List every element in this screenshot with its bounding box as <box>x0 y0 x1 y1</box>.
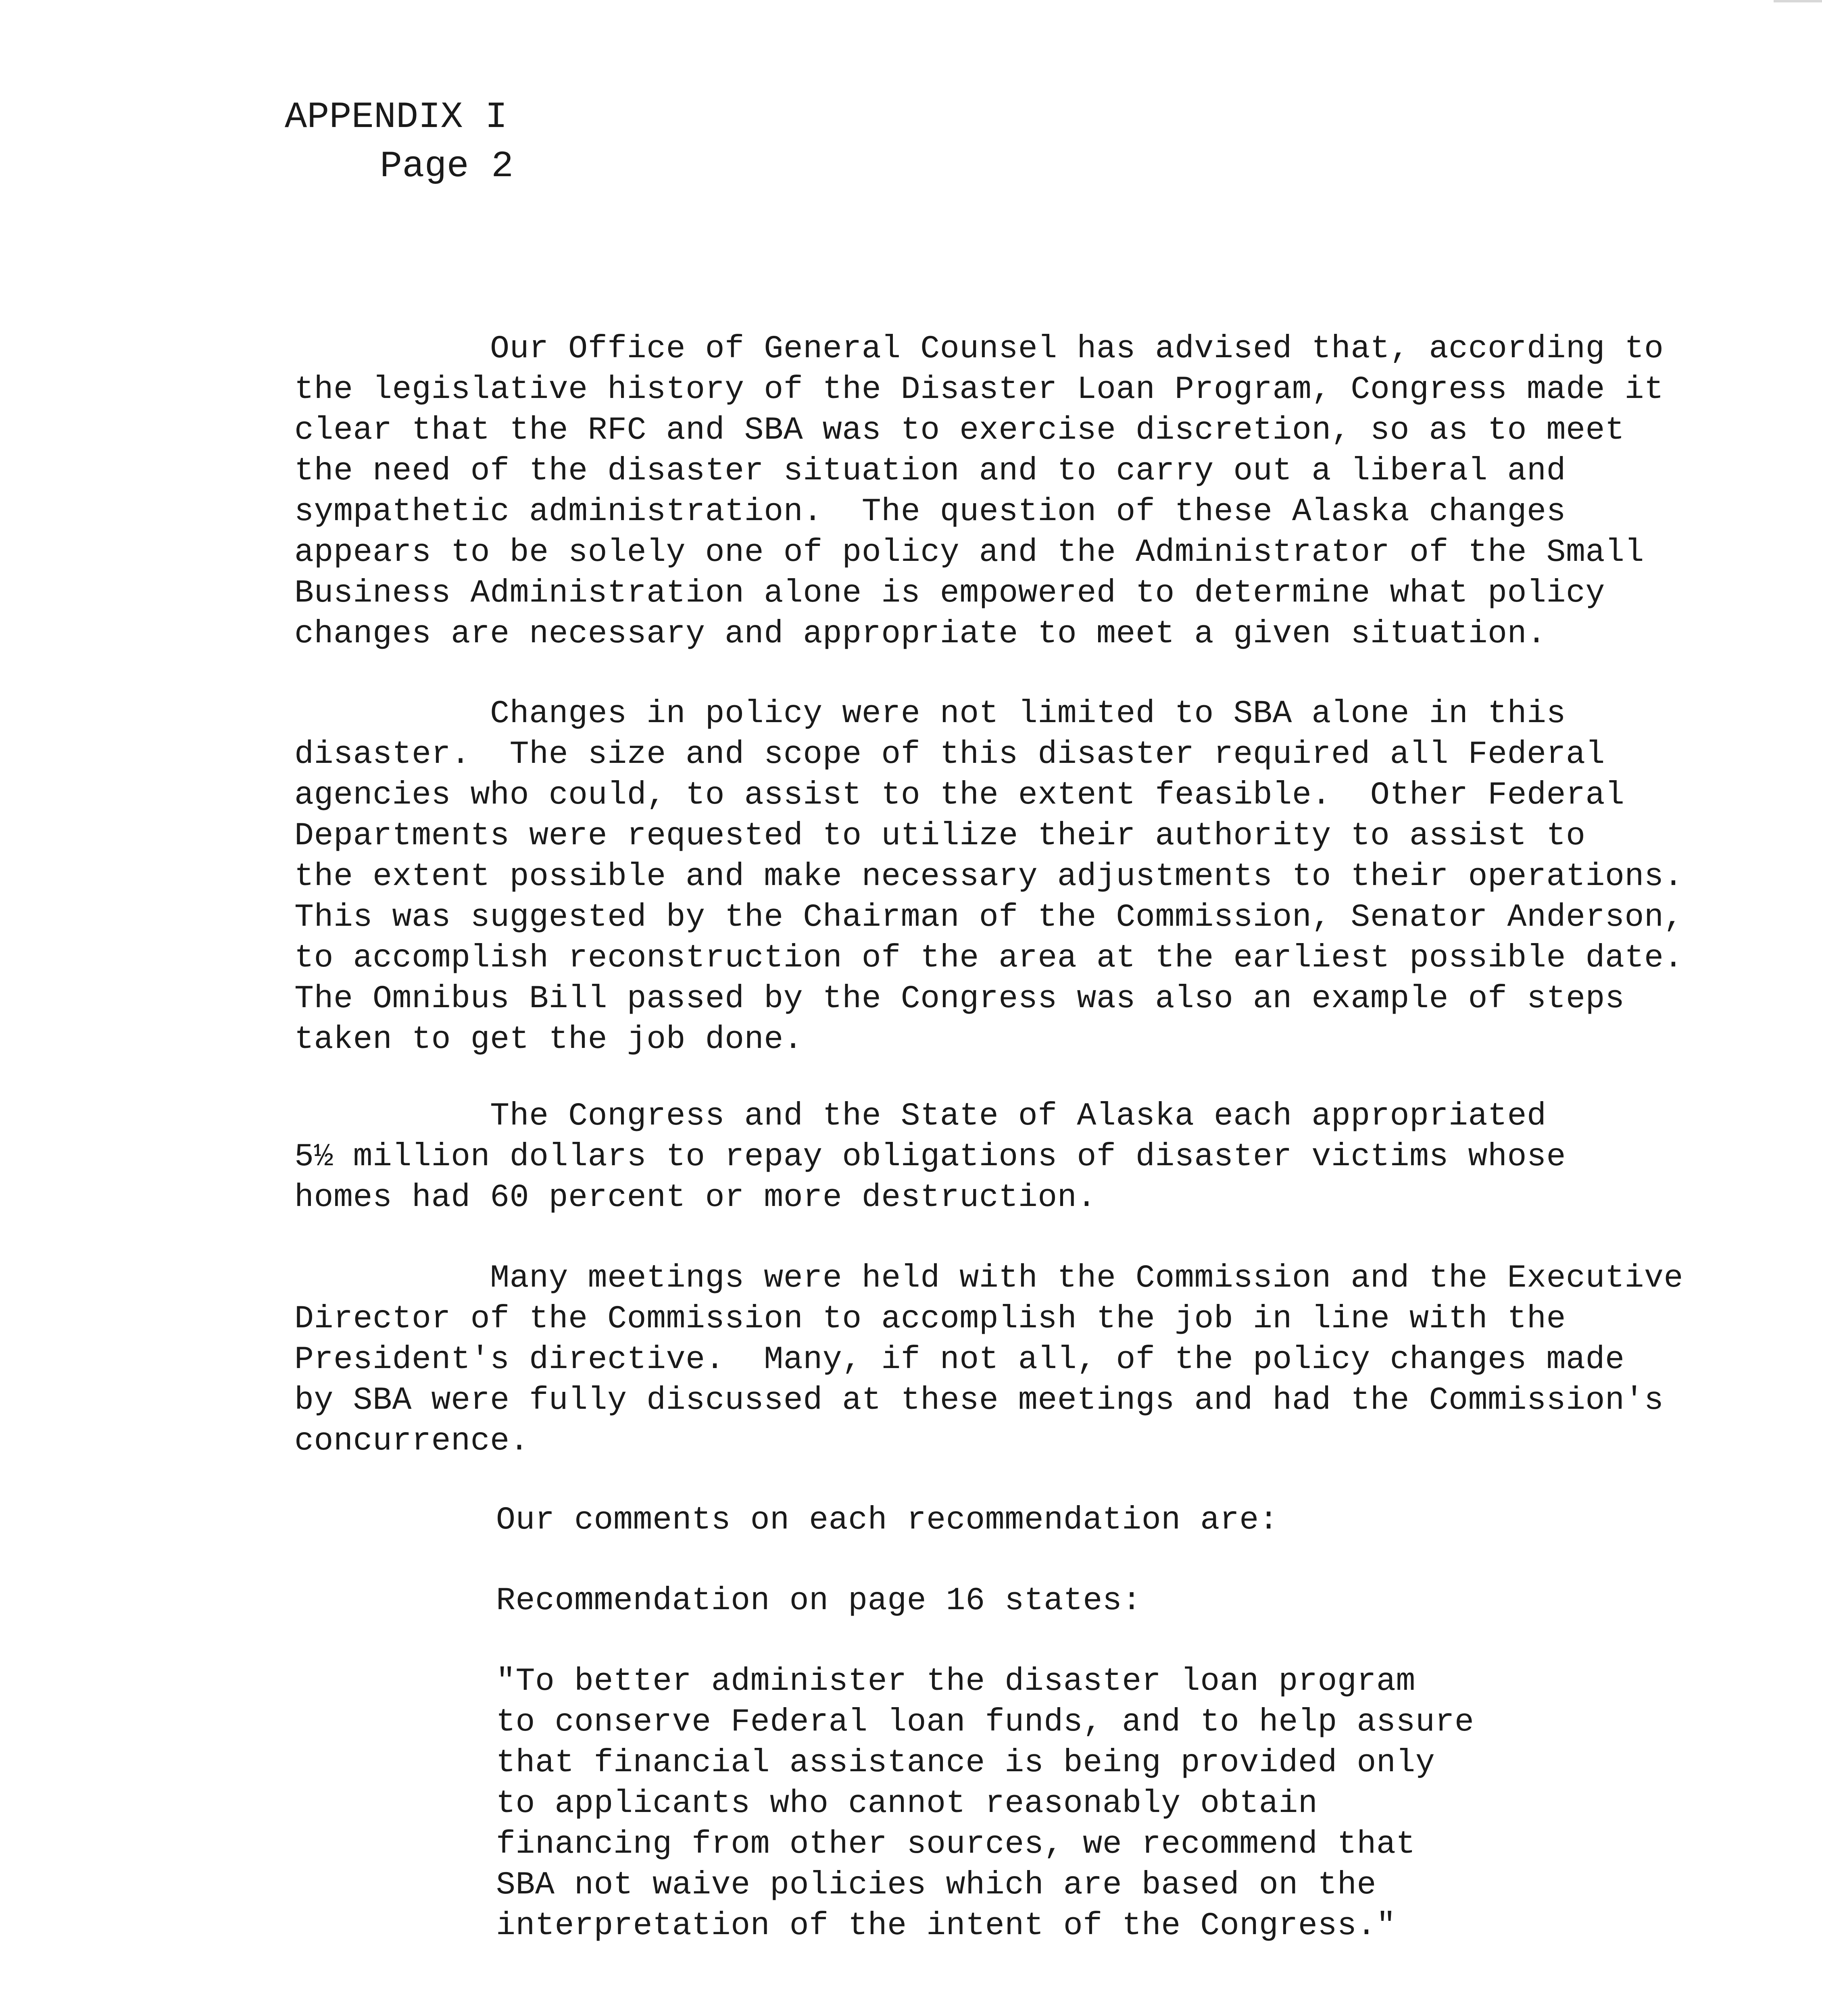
comments-intro: Our comments on each recommendation are: <box>496 1502 1279 1539</box>
recommendation-intro: Recommendation on page 16 states: <box>496 1583 1142 1619</box>
appendix-page-label: Page 2 <box>380 145 514 187</box>
appendix-title: APPENDIX I <box>285 96 508 138</box>
appendix-header <box>285 93 513 191</box>
scan-edge-mark <box>1774 0 1822 2</box>
paragraph-appropriation: The Congress and the State of Alaska each appropriated 5½ million dollars to repay obligations of disaster victims whose homes had 60 percent or more destruction. <box>294 1098 1566 1216</box>
paragraph-general-counsel: Our Office of General Counsel has advised that, according to the legislative history of the Disaster Loan Program, Congress made it clear that the RFC and SBA was to exercise discretion, so as to meet the need of the disaster situation and to carry out a liberal and sympathetic administration. The question of these Alaska changes appears to be solely one of policy and the Administrator of the Small Business Administration alone is empowered to determine what policy changes are necessary and appropriate to meet a given situation. <box>294 331 1664 652</box>
recommendation-quote: "To better administer the disaster loan program to conserve Federal loan funds, and to help assure that financial assistance is being provided only to applicants who cannot reasonably obtain financing from other sources, we recommend that SBA not waive policies which are based on the interpretation of the intent of the Congress." <box>496 1663 1474 1944</box>
paragraph-meetings: Many meetings were held with the Commission and the Executive Director of the Commission to accomplish the job in line with the President's directive. Many, if not all, of the policy changes made by SBA were fully discussed at these meetings and had the Commission's concurrence. <box>294 1260 1684 1460</box>
paragraph-policy-changes: Changes in policy were not limited to SBA alone in this disaster. The size and scope of this disaster required all Federal agencies who could, to assist to the extent feasible. Other Federal Departments were requested to utilize their authority to assist to the extent possible and make necessary adjustments to their operations. This was suggested by the Chairman of the Commission, Senator Anderson, to accomplish reconstruction of the area at the earliest possible date. The Omnibus Bill passed by the Congress was also an example of steps taken to get the job done. <box>294 696 1684 1058</box>
